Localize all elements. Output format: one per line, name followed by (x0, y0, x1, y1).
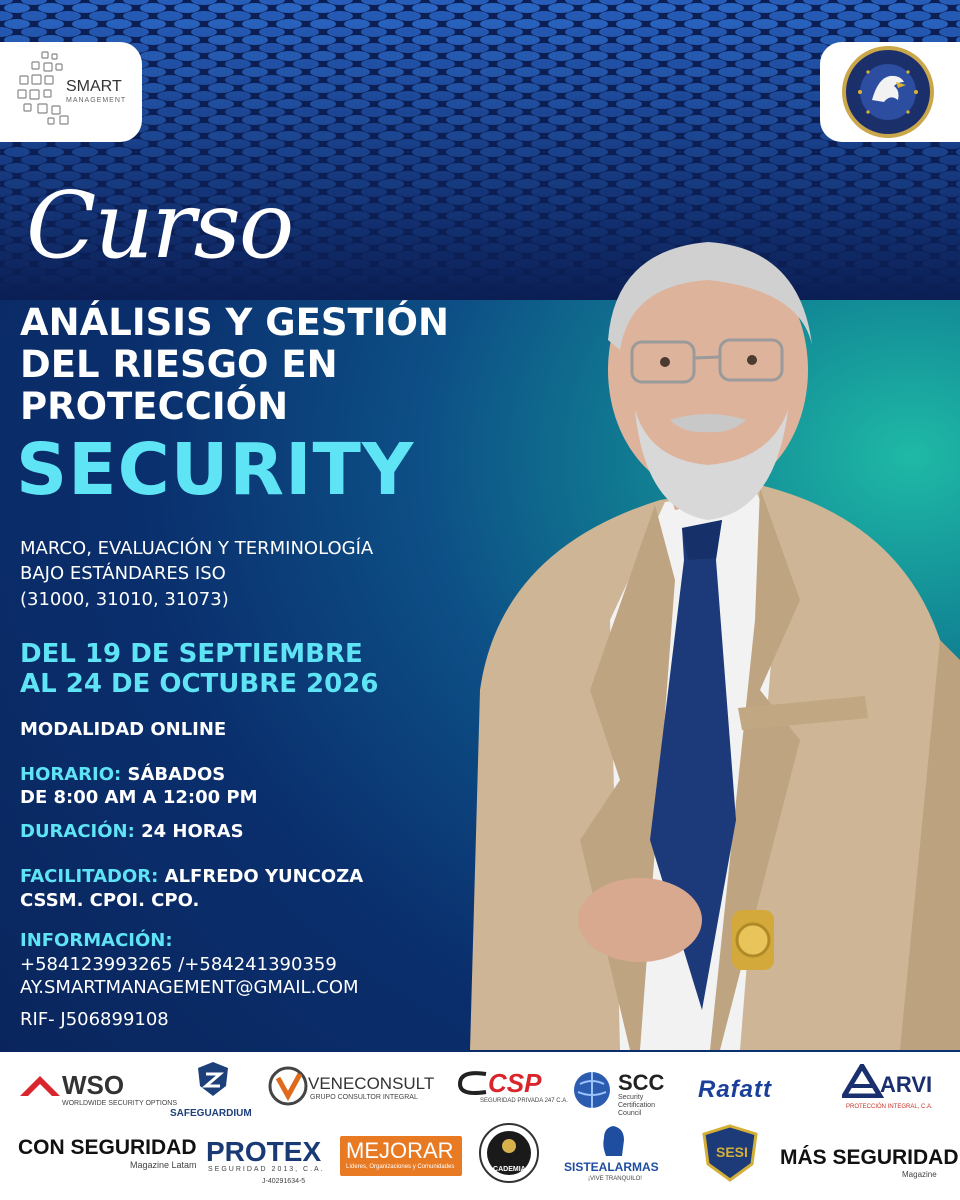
sponsor-mejorar-sub: Líderes, Organizaciones y Comunidades (346, 1164, 455, 1170)
security-college-seal (820, 42, 960, 142)
brand-tagline: MANAGEMENT (66, 97, 127, 104)
tax-id: RIF- J506899108 (20, 1009, 169, 1030)
duration-label: DURACIÓN: (20, 821, 135, 842)
sponsor-veneconsult-sub: GRUPO CONSULTOR INTEGRAL (310, 1094, 418, 1101)
smart-management-logo (0, 42, 142, 142)
safeguardium-shield-icon (194, 1060, 232, 1098)
mejorar-box (340, 1136, 462, 1176)
sponsor-sistealarmas: SISTEALARMAS (564, 1160, 659, 1174)
subtitle-line-3: (31000, 31010, 31073) (20, 589, 229, 610)
wso-mark-icon (20, 1074, 60, 1100)
sponsor-protex: PROTEX (206, 1136, 322, 1167)
sponsor-sistealarmas-sub: ¡VIVE TRANQUILO! (588, 1176, 642, 1182)
sponsor-wso-sub: WORLDWIDE SECURITY OPTIONS (62, 1100, 177, 1107)
sponsor-arvi: ARVI (880, 1072, 933, 1097)
schedule-label: HORARIO: (20, 764, 122, 785)
sponsor-csp: CSP (488, 1068, 542, 1098)
title-line-2: DEL RIESGO EN (20, 343, 338, 386)
sponsor-mejorar: MEJORAR (346, 1138, 454, 1163)
sponsor-masseguridad-sub: Magazine (902, 1170, 937, 1179)
facilitator-name: ALFREDO YUNCOZA (164, 866, 364, 887)
sponsor-arvi-sub: PROTECCIÓN INTEGRAL, C.A. (846, 1104, 933, 1110)
eagle-seal-icon (838, 42, 938, 142)
facilitator-credentials: CSSM. CPOI. CPO. (20, 890, 200, 911)
sponsor-conseguridad-sub: Magazine Latam (130, 1160, 197, 1170)
date-line-2: AL 24 DE OCTUBRE 2026 (20, 669, 379, 699)
facilitator-portrait (470, 220, 960, 1050)
contact-email: AY.SMARTMANAGEMENT@GMAIL.COM (20, 977, 359, 998)
sponsor-protex-sub: SEGURIDAD 2013, C.A. (208, 1166, 325, 1173)
duration (20, 821, 244, 843)
facilitator-label: FACILITADOR: (20, 866, 159, 887)
contact-phones: +584123993265 /+584241390359 (20, 954, 337, 975)
modality: MODALIDAD ONLINE (20, 719, 227, 740)
sponsor-masseguridad: MÁS SEGURIDAD (780, 1146, 959, 1169)
sponsor-csp-sub: SEGURIDAD PRIVADA 247 C.A. (480, 1098, 568, 1104)
scc-globe-icon (572, 1070, 612, 1110)
csp-swoosh-icon (456, 1070, 490, 1096)
sponsor-strip (0, 1052, 960, 1200)
date-line-1: DEL 19 DE SEPTIEMBRE (20, 639, 363, 669)
contact-label: INFORMACIÓN: (20, 930, 173, 951)
subtitle-line-2: BAJO ESTÁNDARES ISO (20, 563, 226, 584)
facilitator (20, 866, 363, 888)
sponsor-protex-rif: J-40291634-5 (262, 1178, 306, 1185)
schedule (20, 764, 225, 786)
subtitle-line-1: MARCO, EVALUACIÓN Y TERMINOLOGÍA (20, 538, 374, 559)
sponsor-scc: SCC (618, 1070, 665, 1095)
schedule-hours: DE 8:00 AM A 12:00 PM (20, 787, 258, 808)
arvi-a-icon (842, 1064, 884, 1098)
sistealarmas-head-icon (600, 1124, 626, 1158)
sponsor-rafatt: Rafatt (698, 1076, 773, 1103)
sponsor-academia: ACADEMIA (488, 1166, 526, 1173)
title-line-3: PROTECCIÓN (20, 385, 289, 428)
sponsor-safeguardium: SAFEGUARDIUM (170, 1108, 252, 1119)
dotted-squares-icon (14, 50, 74, 130)
brand-name: SMART (66, 78, 122, 95)
course-kicker: Curso (26, 172, 293, 279)
schedule-value: SÁBADOS (127, 764, 226, 785)
sponsor-scc-sub: Security Certification Council (618, 1094, 655, 1117)
title-line-1: ANÁLISIS Y GESTIÓN (20, 301, 449, 344)
title-emphasis: SECURITY (16, 428, 415, 511)
veneconsult-v-icon (268, 1066, 308, 1106)
sponsor-wso: WSO (62, 1070, 125, 1100)
sponsor-veneconsult: VENECONSULT (308, 1074, 435, 1093)
sponsor-conseguridad: CON SEGURIDAD (18, 1136, 197, 1159)
sponsor-sesi: SESI (716, 1144, 748, 1160)
academia-seal-icon (478, 1122, 540, 1184)
duration-value: 24 HORAS (141, 821, 244, 842)
